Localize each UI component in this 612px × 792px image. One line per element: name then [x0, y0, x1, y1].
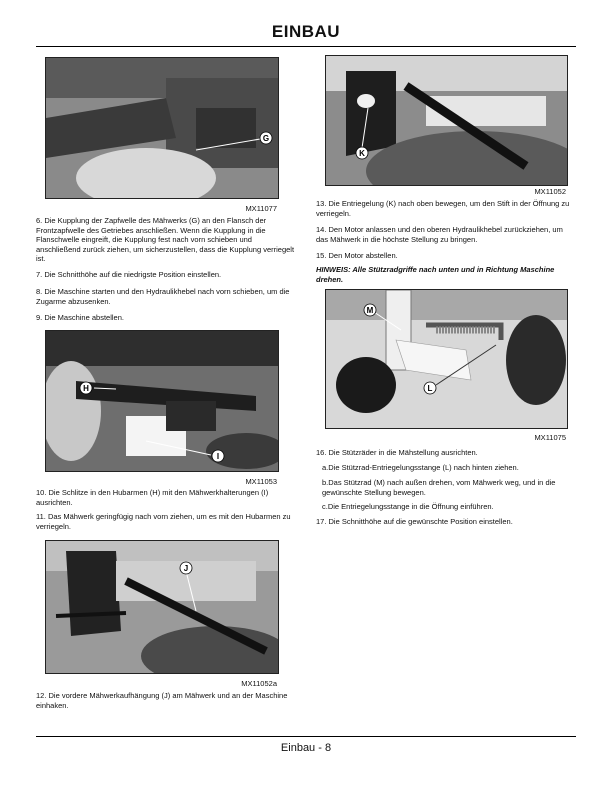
figure-mx11052a	[45, 540, 279, 674]
step-8: 8. Die Maschine starten und den Hydraulikhebel nach vorn schieben, um die Zugarme abzusenken.	[36, 287, 290, 306]
step-7: 7. Die Schnitthöhe auf die niedrigste Position einstellen.	[36, 270, 222, 279]
step-12: 12. Die vordere Mähwerkaufhängung (J) am Mähwerk und an der Maschine einhaken.	[36, 691, 288, 710]
step-9: 9. Die Maschine abstellen.	[36, 313, 124, 322]
photo-lift-arms	[46, 331, 278, 471]
photo-pto-coupling	[46, 58, 278, 198]
photo-front-hanger	[46, 541, 278, 673]
note-hinweis: HINWEIS: Alle Stützradgriffe nach unten und in Richtung Maschine drehen.	[316, 265, 555, 284]
callout-i: I	[216, 452, 220, 461]
step-14: 14. Den Motor anlassen und den oberen Hydraulikhebel zurückziehen, um das Mähwerk in die höchste Stellung zu bringen.	[316, 225, 563, 244]
callout-k: K	[359, 149, 365, 158]
step-11: 11. Das Mähwerk geringfügig nach vorn ziehen, um es mit den Hubarmen zu verriegeln.	[36, 512, 291, 531]
callout-m: M	[366, 306, 374, 315]
figure-mx11052	[325, 55, 568, 186]
figure-mx11077	[45, 57, 279, 199]
figure-id-mx11075: MX11075	[534, 433, 566, 442]
figure-mx11075	[325, 289, 568, 429]
step-16: 16. Die Stützräder in die Mähstellung ausrichten.	[316, 448, 478, 457]
step-16b: b.Das Stützrad (M) nach außen drehen, vom Mähwerk weg, und in die gewünschte Stellung bewegen.	[322, 478, 556, 497]
step-17: 17. Die Schnitthöhe auf die gewünschte Position einstellen.	[316, 517, 513, 526]
photo-gauge-wheel	[326, 290, 567, 428]
figure-mx11053	[45, 330, 279, 472]
step-13: 13. Die Entriegelung (K) nach oben bewegen, um den Stift in der Öffnung zu verriegeln.	[316, 199, 570, 218]
step-15: 15. Den Motor abstellen.	[316, 251, 398, 260]
footer-rule	[36, 736, 576, 737]
callout-l: L	[427, 384, 433, 393]
step-16c: c.Die Entriegelungsstange in die Öffnung einführen.	[322, 502, 494, 511]
figure-id-mx11053: MX11053	[245, 477, 277, 486]
callout-j: J	[183, 564, 189, 573]
step-10: 10. Die Schlitze in den Hubarmen (H) mit den Mähwerkhalterungen (I) ausrichten.	[36, 488, 269, 507]
figure-id-mx11052: MX11052	[534, 187, 566, 196]
header-rule	[36, 46, 576, 47]
callout-h: H	[83, 384, 89, 393]
step-6: 6. Die Kupplung der Zapfwelle des Mähwerks (G) an den Flansch der Frontzapfwelle des Getriebes anschließen. Wenn die Kupplung in die Flanschwelle eingreift, die Kupplung fest nach vorn schieben und anschließend zurück ziehen, um sicherzustellen, dass die Kupplung verriegelt ist.	[36, 216, 295, 264]
figure-id-mx11077: MX11077	[245, 204, 277, 213]
callout-g: G	[262, 134, 270, 143]
figure-id-mx11052a: MX11052a	[241, 679, 277, 688]
page-footer: Einbau - 8	[280, 742, 332, 754]
photo-release-latch	[326, 56, 567, 185]
page-title: EINBAU	[271, 22, 341, 41]
step-16a: a.Die Stützrad-Entriegelungsstange (L) nach hinten ziehen.	[322, 463, 519, 472]
